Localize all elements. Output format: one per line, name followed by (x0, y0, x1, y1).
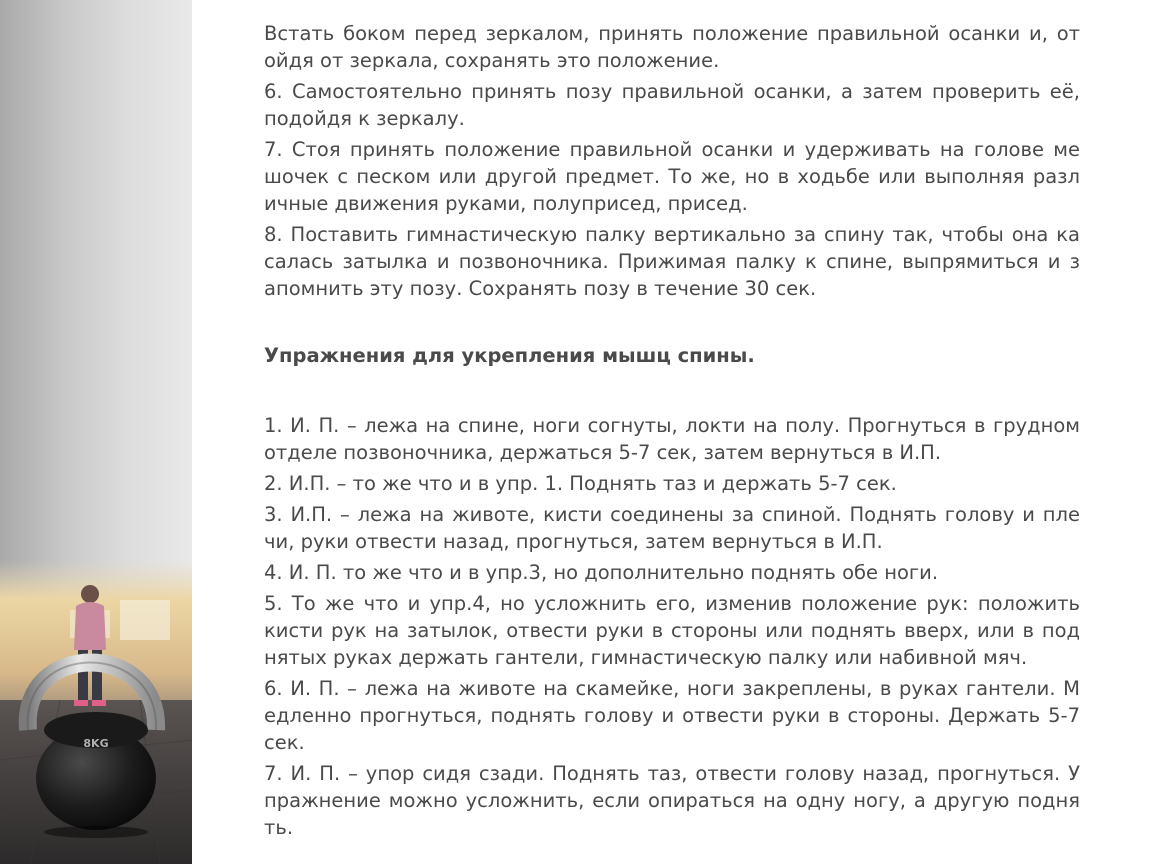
document-text (264, 20, 1080, 845)
exercise-2: 2. И.П. – то же что и в упр. 1. Поднять таз и держать 5-7 сек. (264, 472, 897, 495)
exercise-4: 4. И. П. то же что и в упр.3, но дополнительно поднять обе ноги. (264, 561, 939, 584)
exercise-5: 5. То же что и упр.4, но усложнить его, изменив положение рук: положить кисти рук на затылок, отвести руки в стороны или поднять вверх, или в под нятых руках держать гантели, гимнастическую палку или набивной мяч. (264, 592, 1080, 669)
paragraph-top-1: Встать боком перед зеркалом, принять положение правильной осанки и, от ойдя от зеркала, сохранять это положение. (264, 22, 1080, 72)
kettlebell-weight-label: 8KG (83, 737, 109, 750)
exercise-7: 7. И. П. – упор сидя сзади. Поднять таз, отвести голову назад, прогнуться. У пражнение можно усложнить, если опираться на одну ногу, а другую подня ть. (264, 762, 1080, 839)
side-photo-gym (0, 0, 192, 864)
kettlebell-photo-icon (0, 0, 192, 864)
exercise-6: 6. И. П. – лежа на животе на скамейке, ноги закреплены, в руках гантели. М едленно прогнуться, поднять голову и отвести руки в стороны. Держать 5-7 сек. (264, 677, 1080, 754)
paragraph-top-4: 8. Поставить гимнастическую палку вертикально за спину так, чтобы она ка салась затылка и позвоночника. Прижимая палку к спине, выпрямиться и з апомнить эту позу. Сохранять позу в течение 30 сек. (264, 223, 1080, 300)
paragraph-top-3: 7. Стоя принять положение правильной осанки и удерживать на голове ме шочек с песком или другой предмет. То же, но в ходьбе или выполняя разл ичные движения руками, полуприсед, присед. (264, 138, 1080, 215)
section-heading: Упражнения для укрепления мышц спины. (264, 344, 755, 367)
exercise-1: 1. И. П. – лежа на спине, ноги согнуты, локти на полу. Прогнуться в грудном отделе позвоночника, держаться 5-7 сек, затем вернуться в И.П. (264, 414, 1080, 464)
paragraph-top-2: 6. Самостоятельно принять позу правильной осанки, а затем проверить её, подойдя к зеркалу. (264, 80, 1080, 130)
exercise-3: 3. И.П. – лежа на животе, кисти соединены за спиной. Поднять голову и пле чи, руки отвести назад, прогнуться, затем вернуться в И.П. (264, 503, 1080, 553)
